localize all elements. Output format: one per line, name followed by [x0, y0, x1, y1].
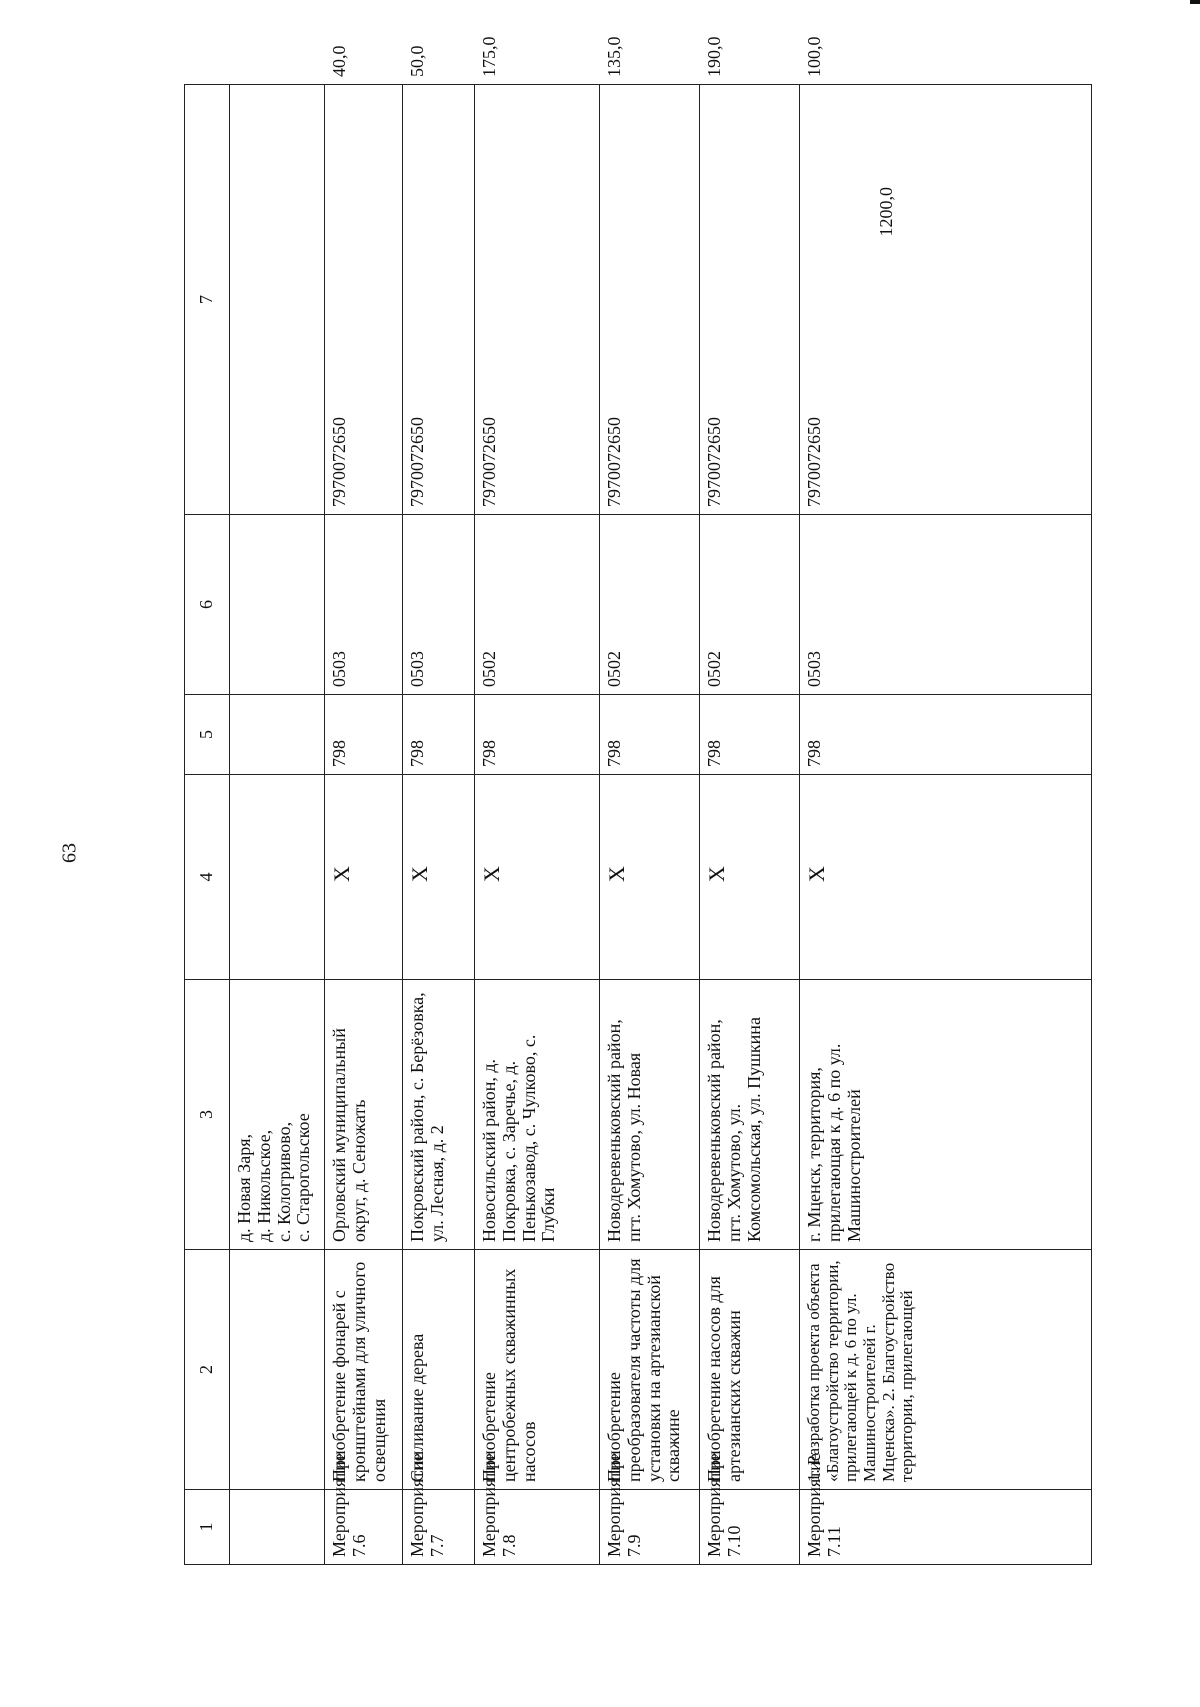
cell-col3: X	[403, 775, 475, 980]
cell-location: Новодеревеньковский район, пгт. Хомутово, ул. Комсомольская, ул. Пушкина	[700, 980, 800, 1250]
cell-col3: X	[325, 775, 403, 980]
header-col-6: 6	[185, 515, 230, 695]
cell-location: Новосильский район, д. Покровка, с. Заречье, д. Пенькозавод, с. Чулково, с. Глубки	[475, 980, 600, 1250]
cell-location: Покровский район, с. Берёзовка, ул. Лесная, д. 2	[403, 980, 475, 1250]
continuation-location-line: д. Никольское,	[253, 1129, 274, 1242]
cell-name: Спиливание дерева	[403, 1250, 475, 1490]
cell-col7-value: 100,0	[804, 36, 824, 77]
cell-measure	[230, 1490, 325, 1565]
measures-table	[184, 36, 1092, 1565]
cell-col5: 0503	[325, 515, 403, 695]
cell-col3: X	[475, 775, 600, 980]
cell-col6: 7970072650	[800, 85, 1092, 515]
cell-col5: 0503	[800, 515, 1092, 695]
cell-col4: 798	[325, 695, 403, 775]
cell-col4: 798	[600, 695, 700, 775]
cell-col4: 798	[403, 695, 475, 775]
cell-col6: 7970072650	[700, 85, 800, 515]
cell-location: Новодеревеньковский район, пгт. Хомутово, ул. Новая	[600, 980, 700, 1250]
cell-name: Приобретение центробежных скважинных насосов	[475, 1250, 600, 1490]
cell-name: Приобретение насосов для артезианских скважин	[700, 1250, 800, 1490]
cell-name: Приобретение преобразователя частоты для установки на артезианской скважине	[600, 1250, 700, 1490]
rotated-table-container	[184, 36, 1092, 1565]
cell-col6: 7970072650	[600, 85, 700, 515]
cell-col7-total: 1200,0	[875, 187, 896, 237]
cell-location: г. Мценск, территория, прилегающая к д. 6 по ул. Машиностроителей	[800, 980, 1092, 1250]
cell-name	[230, 1250, 325, 1490]
table-row: Мероприятие 7.6 Приобретение фонарей с кронштейнами для уличного освещения Орловский муниципальный округ, д. Сеножать X 798 0503 7970072650 40,0	[325, 85, 403, 1565]
page-number: 63	[58, 843, 81, 863]
cell-location: Орловский муниципальный округ, д. Сеножать	[325, 980, 403, 1250]
cell-col3	[230, 775, 325, 980]
cell-col6: 7970072650	[475, 85, 600, 515]
header-row	[185, 85, 230, 1565]
cell-col5: 0502	[700, 515, 800, 695]
cell-col5: 0502	[600, 515, 700, 695]
cell-col6: 7970072650	[403, 85, 475, 515]
cell-col5: 0503	[403, 515, 475, 695]
table-row: Мероприятие 7.9 Приобретение преобразователя частоты для установки на артезианской скважине Новодеревеньковский район, пгт. Хомутово, ул. Новая X 798 0502 7970072650 135,0	[600, 85, 700, 1565]
cell-col4: 798	[700, 695, 800, 775]
cell-measure: Мероприятие 7.11	[800, 1490, 1092, 1565]
cell-col3: X	[800, 775, 1092, 980]
cell-measure: Мероприятие 7.10	[700, 1490, 800, 1565]
cell-measure: Мероприятие 7.8	[475, 1490, 600, 1565]
cell-measure: Мероприятие 7.7	[403, 1490, 475, 1565]
table-row: Мероприятие 7.8 Приобретение центробежных скважинных насосов Новосильский район, д. Покровка, с. Заречье, д. Пенькозавод, с. Чулково, с. Глубки X 798 0502 7970072650 175,0	[475, 85, 600, 1565]
cell-col4	[230, 695, 325, 775]
continuation-location-line: с. Старогольское	[293, 1113, 314, 1242]
continuation-location-line: д. Новая Заря,	[234, 1134, 254, 1242]
header-col-1: 1	[185, 1490, 230, 1565]
table-row-continuation	[230, 85, 325, 1565]
cell-measure: Мероприятие 7.9	[600, 1490, 700, 1565]
scan-mark	[1190, 0, 1200, 4]
continuation-location-line: с. Кологривово,	[273, 1121, 294, 1242]
cell-col5: 0502	[475, 515, 600, 695]
cell-col4: 798	[475, 695, 600, 775]
table-row: Мероприятие 7.10 Приобретение насосов для артезианских скважин Новодеревеньковский район, пгт. Хомутово, ул. Комсомольская, ул. Пушкина X 798 0502 7970072650 190,0	[700, 85, 800, 1565]
cell-name: Приобретение фонарей с кронштейнами для уличного освещения	[325, 1250, 403, 1490]
cell-col4: 798	[800, 695, 1092, 775]
header-col-4: 4	[185, 775, 230, 980]
cell-col3: X	[700, 775, 800, 980]
header-col-7: 7	[185, 85, 230, 515]
header-col-5: 5	[185, 695, 230, 775]
table-row: Мероприятие 7.7 Спиливание дерева Покровский район, с. Берёзовка, ул. Лесная, д. 2 X 798 0503 7970072650 50,0	[403, 85, 475, 1565]
header-col-3: 3	[185, 980, 230, 1250]
cell-col5	[230, 515, 325, 695]
cell-col6	[230, 85, 325, 515]
cell-name: 1. Разработка проекта объекта «Благоустройство территории, прилегающей к д. 6 по ул. Машиностроителей г. Мценска». 2. Благоустройство территории, прилегающей	[800, 1250, 1092, 1490]
header-col-2: 2	[185, 1250, 230, 1490]
cell-col3: X	[600, 775, 700, 980]
table-row	[800, 85, 1092, 1565]
cell-measure: Мероприятие 7.6	[325, 1490, 403, 1565]
cell-location	[230, 980, 325, 1250]
cell-col6: 7970072650	[325, 85, 403, 515]
